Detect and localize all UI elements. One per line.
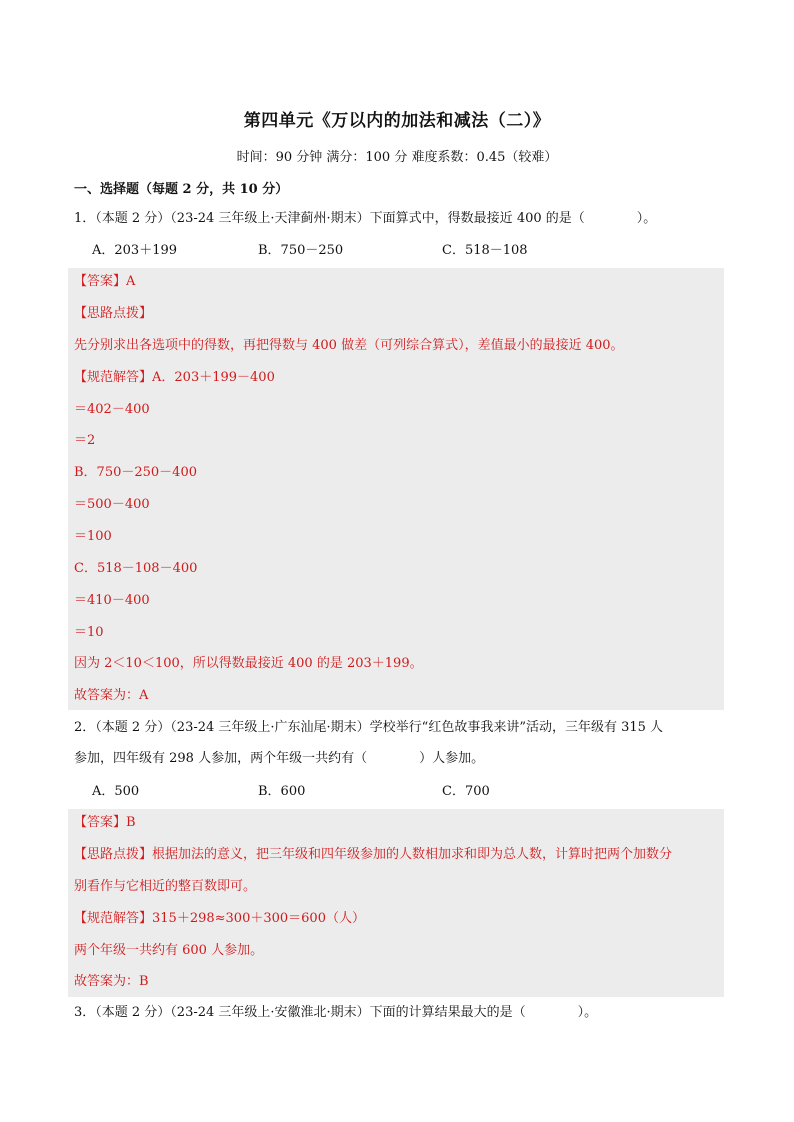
question-1-answer-box — [68, 268, 724, 710]
question-2-answer — [74, 814, 136, 832]
exam-info: 时间：90 分钟 满分：100 分 难度系数：0.45（较难） — [236, 150, 558, 165]
question-2-hint-line-2: 别看作与它相近的整百数即可。 — [74, 879, 257, 894]
question-2-conclusion: 故答案为：B — [74, 974, 149, 989]
question-1-answer — [74, 273, 135, 291]
question-2-option-a: A．500 — [92, 784, 140, 799]
solution-line: A．203＋199－400 — [152, 370, 275, 385]
solution-tag: 【规范解答】 — [74, 911, 153, 926]
question-2-option-b: B．600 — [258, 784, 306, 799]
question-2-solution-line-1 — [74, 910, 365, 928]
question-2-hint-line-1 — [74, 846, 672, 864]
solution-line: ＝410－400 — [74, 593, 150, 608]
question-1-stem: 1．（本题 2 分）（23-24 三年级上·天津蓟州·期末）下面算式中，得数最接近 400 的是（ ）。 — [74, 211, 657, 226]
solution-line: B．750－250－400 — [74, 465, 197, 480]
solution-line: C．518－108－400 — [74, 561, 198, 576]
answer-tag: 【答案】 — [74, 815, 127, 830]
hint-tag: 【思路点拨】 — [74, 847, 153, 862]
question-1-option-b: B．750－250 — [258, 243, 344, 258]
question-3-stem: 3．（本题 2 分）（23-24 三年级上·安徽淮北·期末）下面的计算结果最大的是（ ）。 — [74, 1005, 598, 1020]
solution-text: 315＋298≈300＋300＝600（人） — [152, 911, 365, 926]
question-1-option-c: C．518－108 — [442, 243, 528, 258]
question-2-solution-line-2: 两个年级一共约有 600 人参加。 — [74, 943, 264, 958]
solution-line: ＝10 — [74, 625, 104, 640]
question-2-stem-line-1: 2．（本题 2 分）（23-24 三年级上·广东汕尾·期末）学校举行“红色故事我来讲”活动，三年级有 315 人 — [74, 720, 664, 735]
answer-value: B — [126, 815, 136, 830]
question-1-hint-tag: 【思路点拨】 — [74, 306, 153, 321]
answer-value: A — [126, 274, 136, 289]
solution-line: ＝402－400 — [74, 402, 150, 417]
hint-text: 根据加法的意义，把三年级和四年级参加的人数相加求和即为总人数，计算时把两个加数分 — [152, 847, 673, 862]
question-2-option-c: C．700 — [442, 784, 490, 799]
question-1-hint-text: 先分别求出各选项中的得数，再把得数与 400 做差（可列综合算式），差值最小的最接近 400。 — [74, 338, 624, 353]
conclusion-line: 故答案为：A — [74, 688, 149, 703]
solution-line: ＝2 — [74, 433, 96, 448]
answer-tag: 【答案】 — [74, 274, 127, 289]
solution-line: 因为 2＜10＜100，所以得数最接近 400 的是 203＋199。 — [74, 656, 423, 671]
question-1-solution-first — [74, 369, 275, 387]
question-2-stem-line-2: 参加，四年级有 298 人参加，两个年级一共约有（ ）人参加。 — [74, 751, 485, 766]
solution-line: ＝500－400 — [74, 497, 150, 512]
solution-tag: 【规范解答】 — [74, 370, 153, 385]
section-heading: 一、选择题（每题 2 分，共 10 分） — [74, 182, 289, 197]
question-1-option-a: A．203＋199 — [92, 243, 178, 258]
page-title: 第四单元《万以内的加法和减法（二）》 — [243, 111, 551, 131]
question-2-answer-box — [68, 809, 724, 997]
solution-line: ＝100 — [74, 529, 112, 544]
